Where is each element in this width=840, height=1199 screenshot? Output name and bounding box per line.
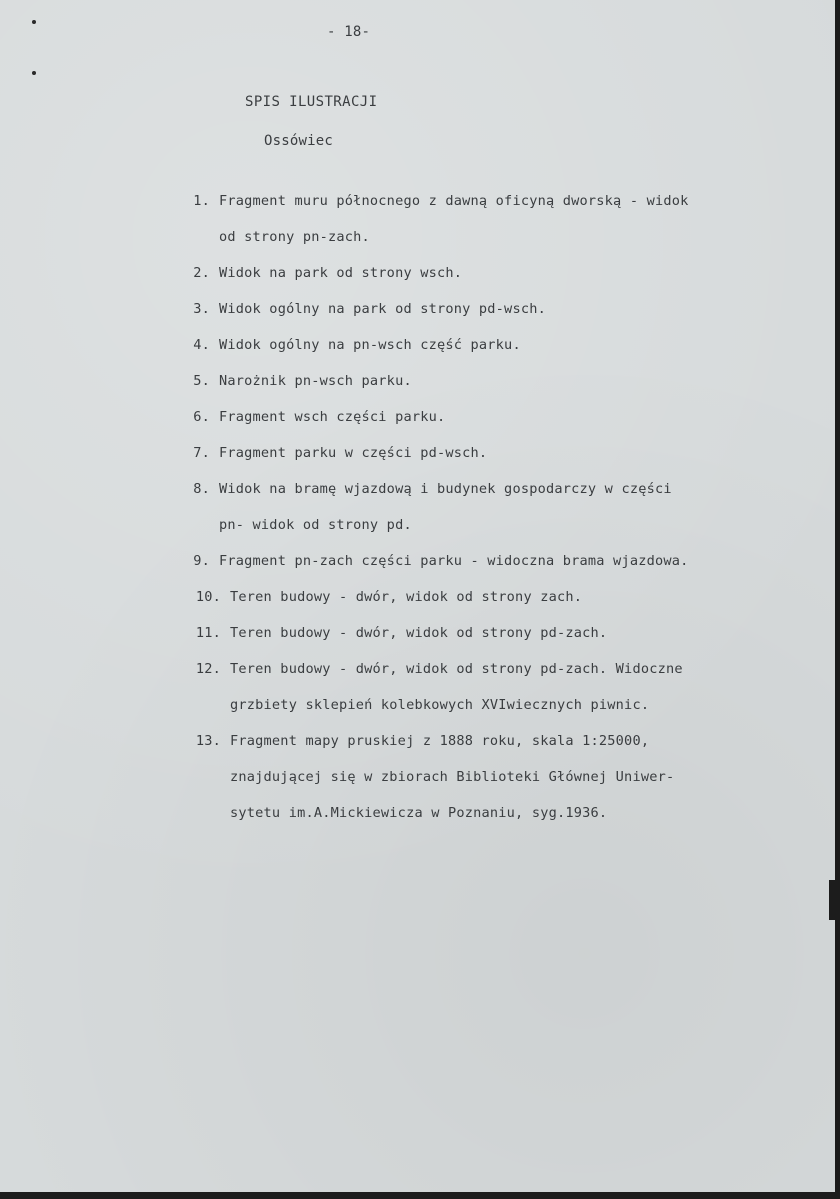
document-subtitle: Ossówiec [264, 133, 334, 149]
item-text-line: Fragment muru północnego z dawną oficyną dworską - widok [219, 193, 689, 209]
binder-hole [32, 71, 36, 75]
item-text-line: znajdującej się w zbiorach Biblioteki Głównej Uniwer- [230, 769, 675, 785]
item-text-line: Fragment pn-zach części parku - widoczna brama wjazdowa. [219, 553, 689, 569]
item-text-line: Teren budowy - dwór, widok od strony zach. [230, 589, 583, 605]
item-text-line: Fragment mapy pruskiej z 1888 roku, skala 1:25000, [230, 733, 650, 749]
item-number: 7. [193, 445, 210, 461]
item-text-line: Widok na park od strony wsch. [219, 265, 463, 281]
illustration-item [0, 651, 835, 723]
item-number: 11. [195, 625, 221, 641]
illustration-item [0, 255, 835, 291]
item-text-line: Widok ogólny na park od strony pd-wsch. [219, 301, 546, 317]
item-number: 13. [195, 733, 221, 749]
binder-hole [32, 20, 36, 24]
item-text-line: od strony pn-zach. [219, 229, 370, 245]
illustration-item [0, 183, 835, 255]
document-title: SPIS ILUSTRACJI [245, 94, 378, 110]
item-number: 12. [195, 661, 221, 677]
item-text-line: Teren budowy - dwór, widok od strony pd-zach. [230, 625, 608, 641]
illustration-item [0, 615, 835, 651]
item-text-line: sytetu im.A.Mickiewicza w Poznaniu, syg.1936. [230, 805, 608, 821]
item-text-line: Fragment wsch części parku. [219, 409, 446, 425]
illustration-item [0, 291, 835, 327]
item-text-line: Widok ogólny na pn-wsch część parku. [219, 337, 521, 353]
scan-edge-mark [829, 880, 835, 920]
illustration-item [0, 471, 835, 543]
item-number: 5. [193, 373, 210, 389]
illustration-item [0, 435, 835, 471]
illustration-item [0, 579, 835, 615]
item-text-line: Widok na bramę wjazdową i budynek gospodarczy w części [219, 481, 672, 497]
item-number: 1. [193, 193, 210, 209]
illustration-item [0, 363, 835, 399]
illustration-list [0, 183, 835, 831]
item-number: 9. [193, 553, 210, 569]
illustration-item [0, 399, 835, 435]
item-text-line: Fragment parku w części pd-wsch. [219, 445, 488, 461]
item-text-line: Teren budowy - dwór, widok od strony pd-zach. Widoczne [230, 661, 683, 677]
item-text-line: Narożnik pn-wsch parku. [219, 373, 412, 389]
item-text-line: pn- widok od strony pd. [219, 517, 412, 533]
page-number: - 18- [327, 24, 371, 40]
item-number: 8. [193, 481, 210, 497]
item-number: 10. [195, 589, 221, 605]
item-number: 6. [193, 409, 210, 425]
item-number: 3. [193, 301, 210, 317]
illustration-item [0, 543, 835, 579]
illustration-item [0, 327, 835, 363]
item-text-line: grzbiety sklepień kolebkowych XVIwiecznych piwnic. [230, 697, 650, 713]
item-number: 4. [193, 337, 210, 353]
illustration-item [0, 723, 835, 831]
item-number: 2. [193, 265, 210, 281]
